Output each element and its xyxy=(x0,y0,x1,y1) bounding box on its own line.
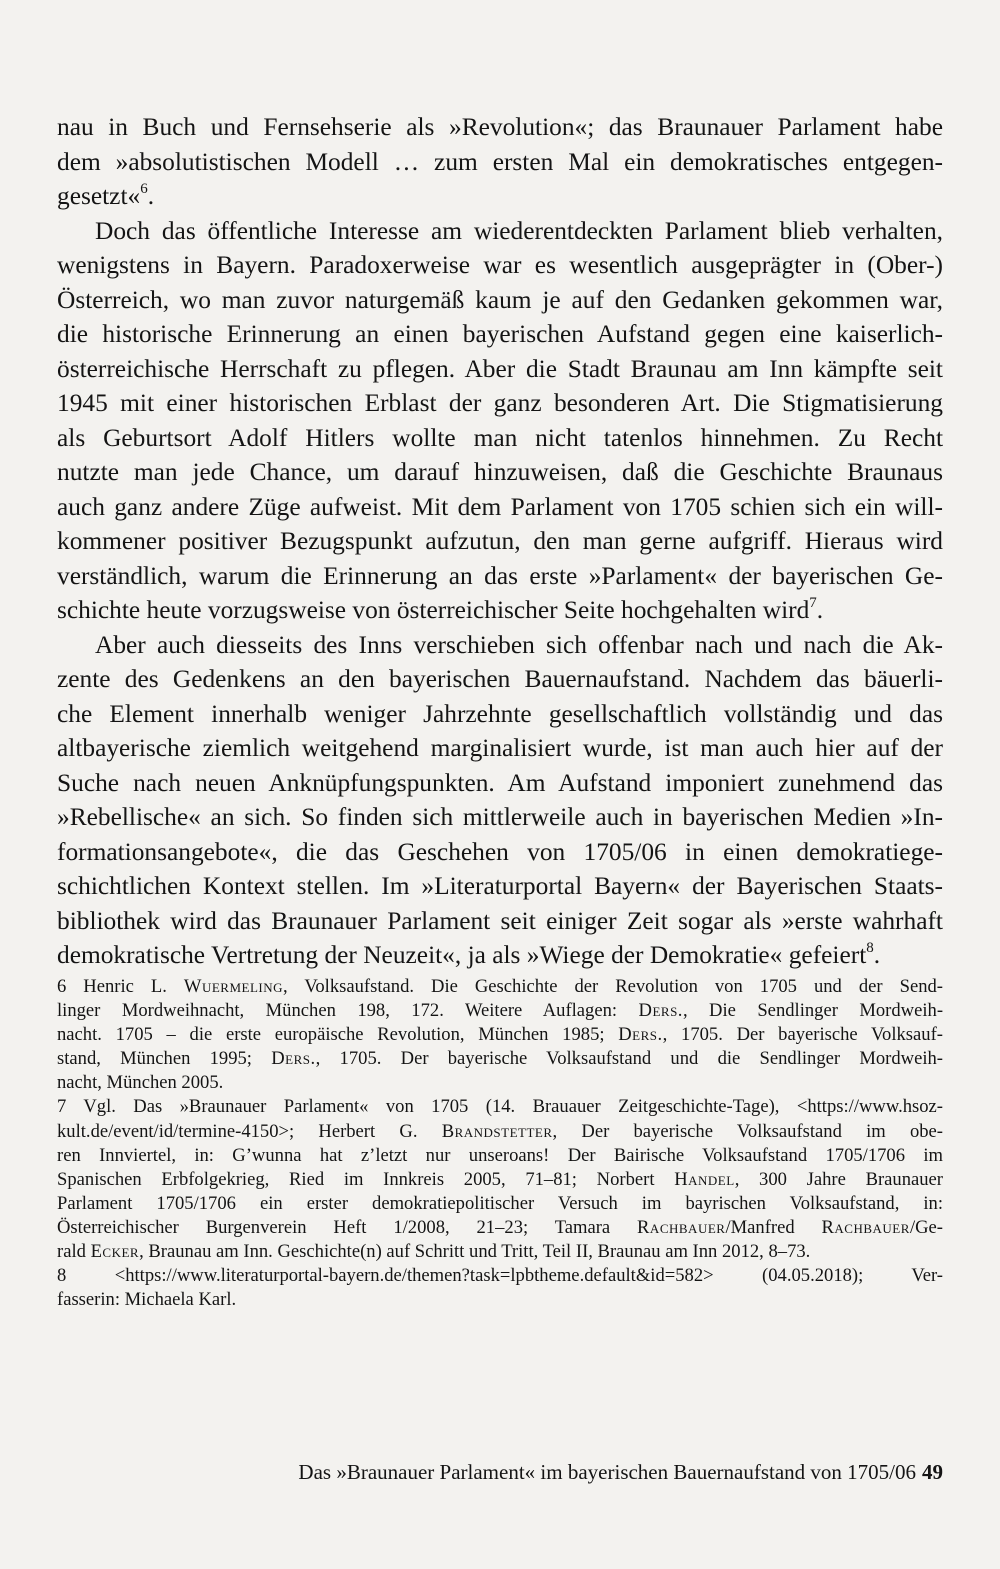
text-span: Österreichischer Burgenverein Heft 1/2008, 21–23; Tamara xyxy=(57,1216,638,1238)
author-name: Brandstetter xyxy=(441,1120,553,1142)
footnote-line xyxy=(57,975,943,999)
text-line: nau in Buch und Fernsehserie als »Revolution«; das Braunauer Parlament habe xyxy=(57,113,943,141)
text-line: nutzte man jede Chance, um darauf hinzuweisen, daß die Geschichte Braunaus xyxy=(57,458,943,486)
text-span: , Volksaufstand. Die Geschichte der Revolution von 1705 und der Send- xyxy=(283,976,943,997)
page-number: 49 xyxy=(922,1460,943,1484)
text-line: formationsangebote«, die das Geschehen von 1705/06 in einen demokratiege- xyxy=(57,837,943,866)
text-span: . xyxy=(873,941,881,969)
text-line: auch ganz andere Züge aufweist. Mit dem Parlament von 1705 schien sich ein will- xyxy=(57,492,943,521)
footnote-line xyxy=(57,999,943,1023)
text-line: altbayerische ziemlich weitgehend marginalisiert wurde, ist man auch hier auf der xyxy=(57,734,943,762)
text-span: , Der bayerische Volksaufstand im obe- xyxy=(552,1120,943,1142)
footnote-line: fasserin: Michaela Karl. xyxy=(57,1289,237,1311)
footnotes xyxy=(57,975,943,1312)
text-line: »Rebellische« an sich. So finden sich mittlerweile auch in bayerischen Medien »In- xyxy=(57,803,943,831)
author-name: Ders. xyxy=(638,1000,683,1022)
footnote-line: nacht, München 2005. xyxy=(57,1072,224,1094)
author-name: Rachbauer xyxy=(821,1216,910,1238)
text-line: schichtlichen Kontext stellen. Im »Literaturportal Bayern« der Bayerischen Staats- xyxy=(57,872,943,900)
text-span: schichte heute vorzugsweise von österreichischer Seite hochgehalten wird xyxy=(57,596,810,624)
text-span: rald xyxy=(57,1241,91,1263)
author-name: Ders. xyxy=(618,1024,663,1046)
text-line xyxy=(57,179,943,214)
text-span: Spanischen Erbfolgekrieg, Ried im Innkreis 2005, 71–81; Norbert xyxy=(57,1168,675,1190)
text-line: verständlich, warum die Erinnerung an das erste »Parlament« der bayerischen Ge- xyxy=(57,561,943,590)
text-line: österreichische Herrschaft zu pflegen. Aber die Stadt Braunau am Inn kämpfte seit xyxy=(57,354,943,383)
footnote-ref-6: 6 xyxy=(140,181,148,197)
text-span: , Braunau am Inn. Geschichte(n) auf Schritt und Tritt, Teil II, Braunau am Inn 2012, 8–73. xyxy=(139,1241,811,1263)
text-line: bibliothek wird das Braunauer Parlament seit einiger Zeit sogar als »erste wahrhaft xyxy=(57,906,943,935)
text-span: , 1705. Der bayerische Volksauf- xyxy=(662,1024,943,1046)
footnote-line: Parlament 1705/1706 ein erster demokratiepolitischer Versuch im bayrischen Volksaufstand, in: xyxy=(57,1192,943,1214)
text-line: Österreich, wo man zuvor naturgemäß kaum je auf den Gedanken gekommen war, xyxy=(57,285,943,314)
footnote-line xyxy=(57,1023,943,1047)
text-span: . xyxy=(816,596,824,624)
text-span: , 300 Jahre Braunauer xyxy=(734,1168,943,1190)
footnote-line xyxy=(57,1168,943,1192)
footnote-line xyxy=(57,1120,943,1144)
text-line: wenigstens in Bayern. Paradoxerweise war es wesentlich ausgeprägter in (Ober-) xyxy=(57,251,943,279)
footnote-line xyxy=(57,1216,943,1240)
text-span: . xyxy=(147,182,155,210)
text-span: /Ge- xyxy=(909,1216,943,1238)
text-span: gesetzt« xyxy=(57,182,141,210)
footnote-line xyxy=(57,1047,943,1071)
footnote-line: 7 Vgl. Das »Braunauer Parlament« von 1705 (14. Brauauer Zeitgeschichte-Tage), <https://www.hsoz- xyxy=(57,1096,943,1118)
text-span: , Die Sendlinger Mordweih- xyxy=(682,1000,944,1022)
author-name: Rachbauer xyxy=(637,1216,726,1238)
text-line: zente des Gedenkens an den bayerischen Bauernaufstand. Nachdem das bäuerli- xyxy=(57,665,943,693)
text-span: demokratische Vertretung der Neuzeit«, ja als »Wiege der Demokratie« gefeiert xyxy=(57,941,867,969)
text-span: linger Mordweihnacht, München 198, 172. Weitere Auflagen: xyxy=(57,1000,639,1022)
text-line: Aber auch diesseits des Inns verschieben sich offenbar nach und nach die Ak- xyxy=(95,630,943,659)
text-line: Suche nach neuen Anknüpfungspunkten. Am Aufstand imponiert zunehmend das xyxy=(57,768,943,797)
text-span: , 1705. Der bayerische Volksaufstand und die Sendlinger Mordweih- xyxy=(315,1048,944,1070)
text-span: nacht. 1705 – die erste europäische Revolution, München 1985; xyxy=(57,1024,619,1046)
text-line: die historische Erinnerung an einen bayerischen Aufstand gegen eine kaiserlich- xyxy=(57,320,943,348)
text-line: Doch das öffentliche Interesse am wiederentdeckten Parlament blieb verhalten, xyxy=(95,216,943,245)
text-line: als Geburtsort Adolf Hitlers wollte man nicht tatenlos hinnehmen. Zu Recht xyxy=(57,423,943,452)
footnote-line xyxy=(57,1240,943,1264)
author-name: Ecker xyxy=(90,1241,140,1263)
text-span: 6 Henric L. xyxy=(57,976,184,997)
footnote-line: 8 <https://www.literaturportal-bayern.de/themen?task=lpbtheme.default&id=582> (04.05.2018); Ver- xyxy=(57,1265,943,1287)
footnote-line: ren Innviertel, in: G’wunna hat z’letzt nur unseroans! Der Bairische Volksaufstand 1705/1706 im xyxy=(57,1144,943,1166)
text-span: kult.de/event/id/termine-4150>; Herbert G. xyxy=(57,1120,442,1142)
text-line: dem »absolutistischen Modell … zum ersten Mal ein demokratisches entgegen- xyxy=(57,147,943,176)
author-name: Handel xyxy=(674,1168,735,1190)
text-line: kommener positiver Bezugspunkt aufzutun, den man gerne aufgriff. Hieraus wird xyxy=(57,527,943,555)
text-line: che Element innerhalb weniger Jahrzehnte gesellschaftlich vollständig und das xyxy=(57,699,943,728)
footnote-ref-7: 7 xyxy=(809,595,817,611)
text-line xyxy=(57,593,943,628)
author-name: Ders. xyxy=(271,1048,316,1070)
text-span: stand, München 1995; xyxy=(57,1048,272,1070)
running-title: Das »Braunauer Parlament« im bayerischen Bauernaufstand von 1705/06 xyxy=(298,1460,916,1484)
text-line: 1945 mit einer historischen Erblast der ganz besonderen Art. Die Stigmatisierung xyxy=(57,389,943,417)
author-name: Wuermeling xyxy=(183,976,284,997)
text-line xyxy=(57,938,943,973)
text-span: /Manfred xyxy=(725,1216,822,1238)
footnote-ref-8: 8 xyxy=(866,940,874,956)
page-footer xyxy=(57,1458,943,1486)
main-text xyxy=(57,110,943,973)
